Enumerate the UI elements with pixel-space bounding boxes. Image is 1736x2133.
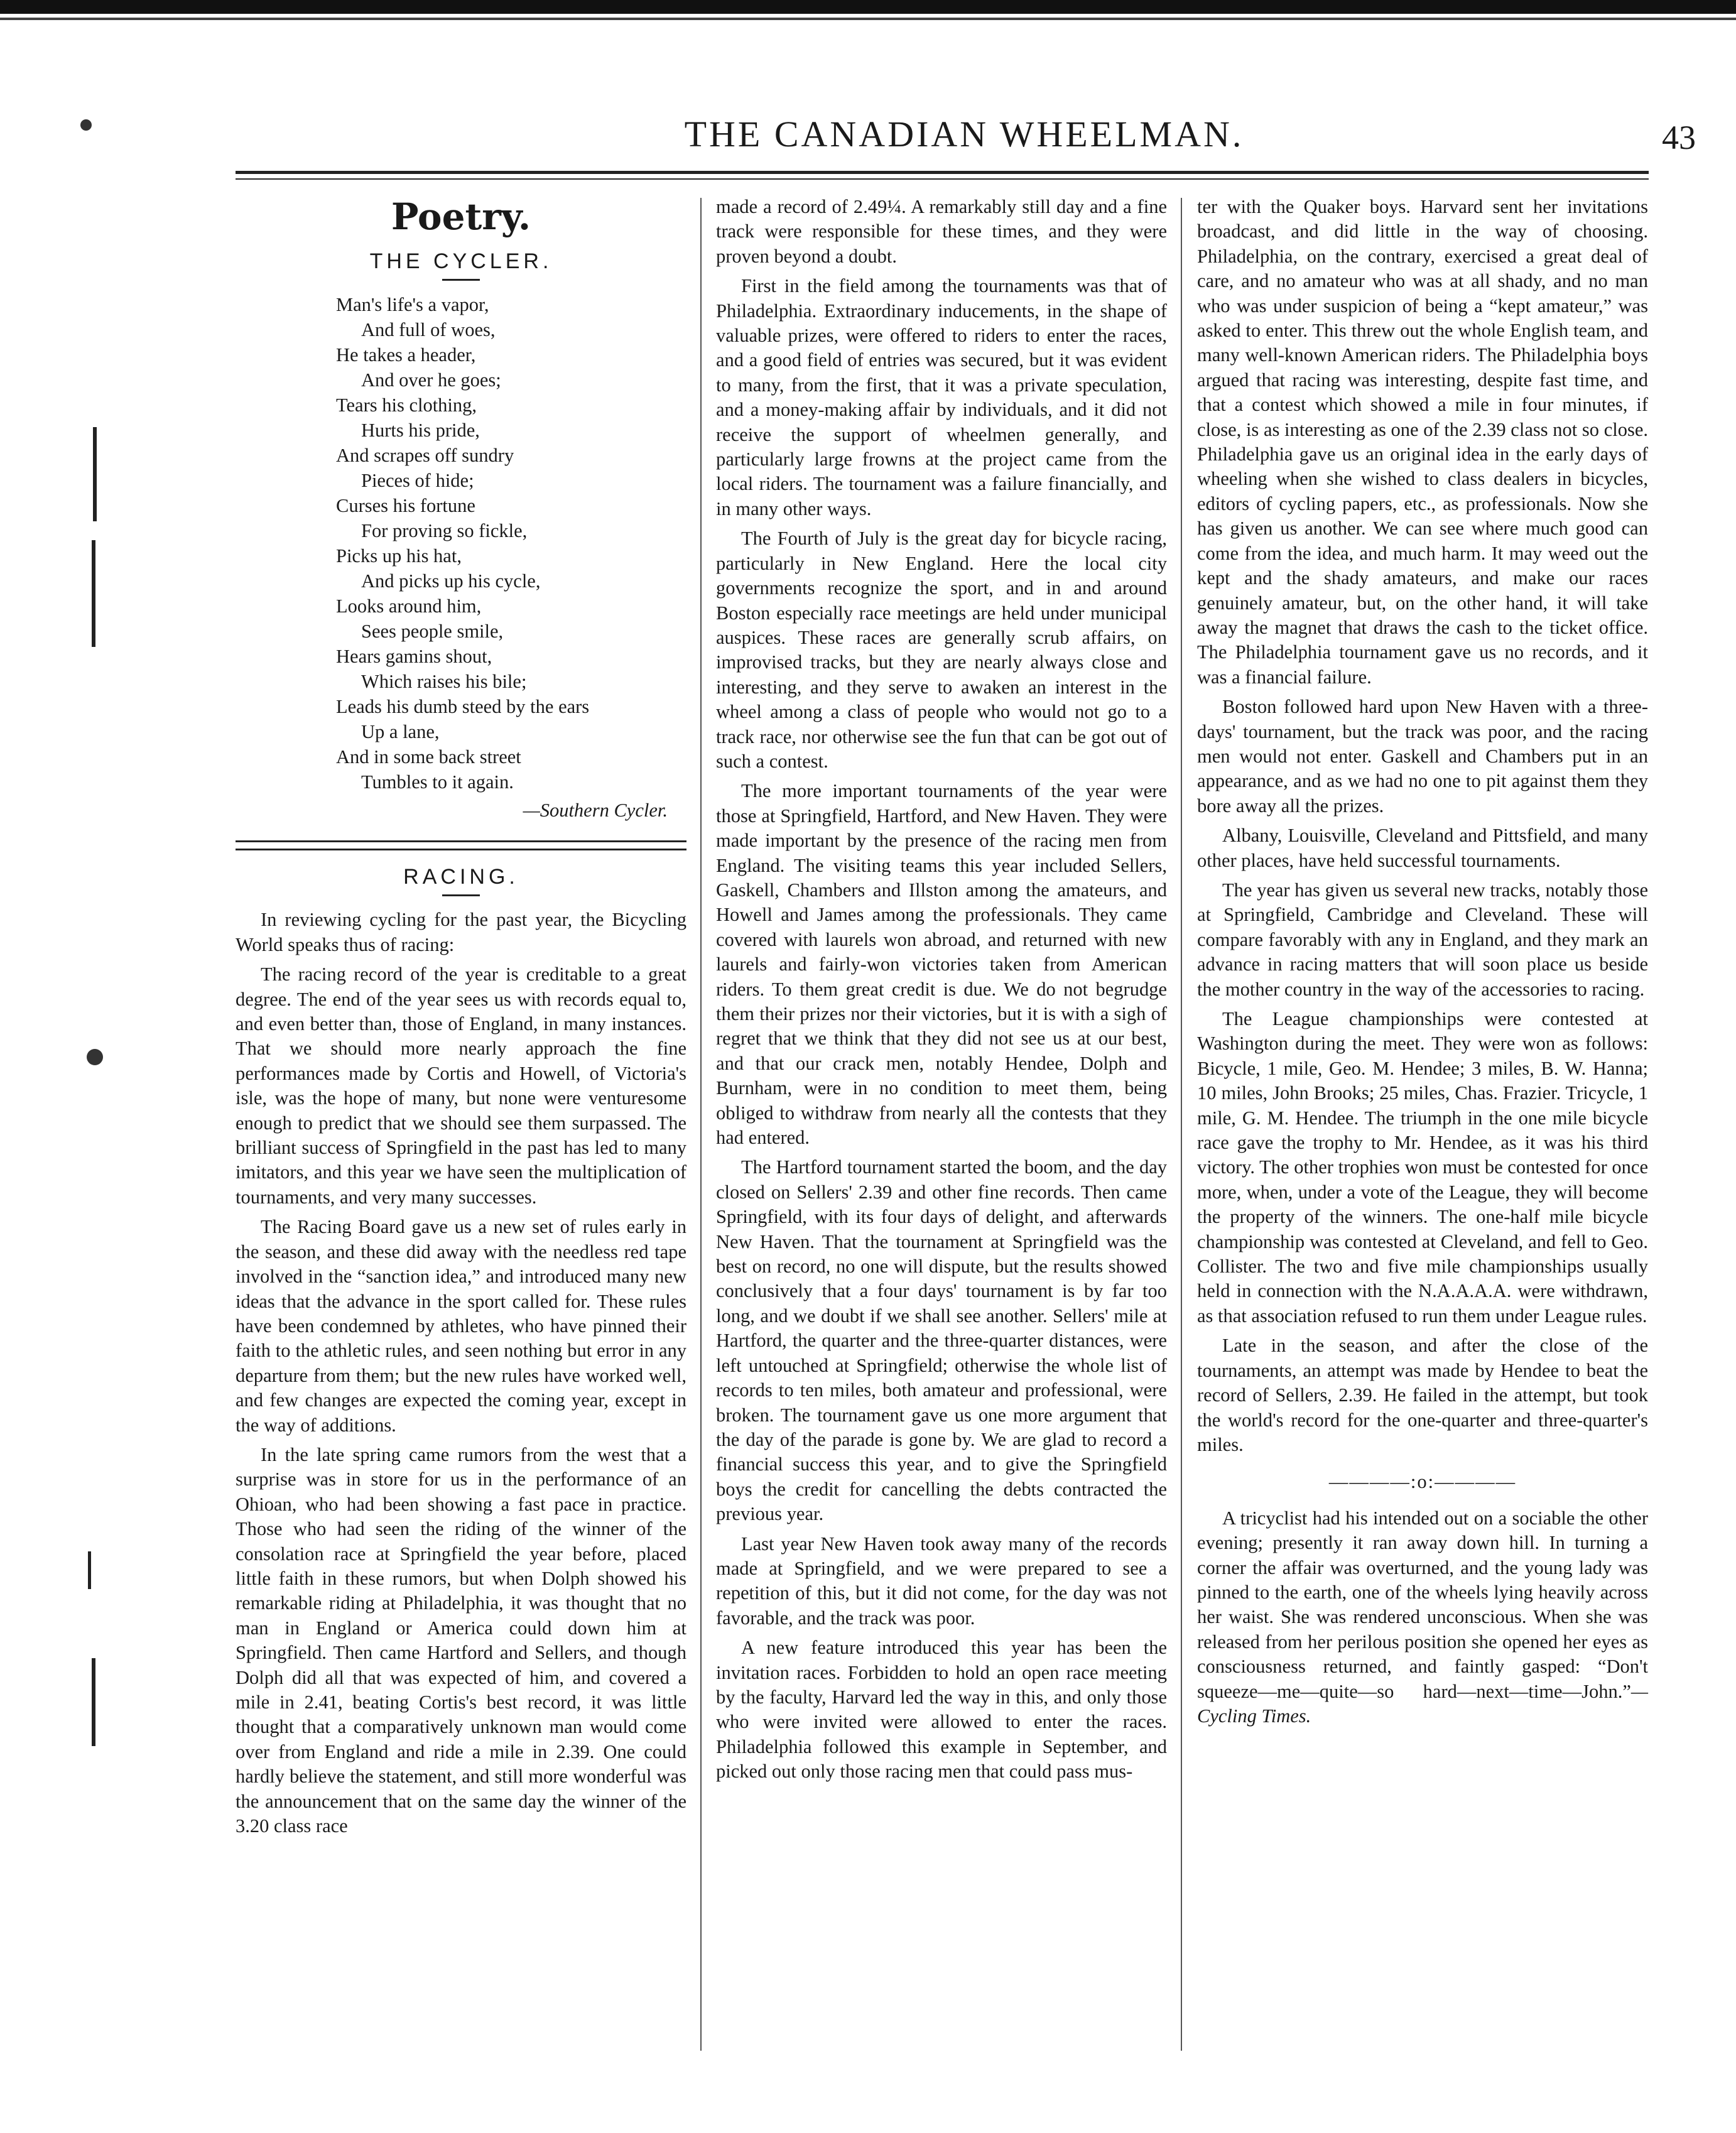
poem-line: Tears his clothing, [336,394,477,416]
racing-col1-text [236,908,686,1838]
margin-speck [87,1049,103,1065]
article-paragraph: The Hartford tournament started the boom, and the day closed on Sellers' 2.39 and other fine records. Then came Springfield, with its four days of delight, and afterwards New Haven. That the tournament at Springfield was the best on record, no one will dispute, but the results showed conclusively that a four days' tournament is by far too long, and we doubt if we shall see another. Sellers' mile at Hartford, the quarter and the three-quarter distances, were left untouched at Springfield; otherwise the whole list of records to ten miles, both amateur and professional, were broken. The tournament gave us one more argument that the day of the parade is gone by. We are glad to record a financial success this year, and to give the Springfield boys the credit for cancelling the debts contracted the previous year. [716,1156,1167,1525]
poem-line: He takes a header, [336,344,476,366]
header-rule-thin [236,178,1649,180]
poem-line: Hurts his pride, [361,420,480,441]
section-separator: ————:o:———— [1328,1471,1517,1493]
poem-line: For proving so fickle, [361,520,528,541]
column-3 [1197,195,1648,1729]
poem-line: Pieces of hide; [361,470,474,491]
article-paragraph: The League championships were contested at Washington during the meet. They were won as follows: Bicycle, 1 mile, Geo. M. Hendee; 3 miles, B. W. Hanna; 10 miles, John Brooks; 25 miles, Chas. Frazier. Tricycle, 1 mile, G. M. Hendee. The triumph in the one mile bicycle race gave the trophy to Mr. Hendee, as it was his third victory. The other trophies won must be contested for once more, when, under a vote of the League, they will become the property of the winners. The one-half mile bicycle championship was contested at Cleveland, and fell to Geo. Collister. The two and five mile championships usually held in connection with the N.A.A.A.A. were withdrawn, as that association refused to run them under League rules. [1197,1008,1648,1327]
poem-line: Sees people smile, [361,621,504,642]
poem-line: Up a lane, [361,721,440,742]
article-paragraph: The Fourth of July is the great day for bicycle racing, particularly in New England. Here the local city governments recognize the sport, and in and around Boston especially race meetings are held under municipal auspices. These races are generally scrub affairs, on improvised tracks, but they are nearly always close and interesting, and they serve to awaken an interest in the wheel among a class of people who would not go to a track race, nor otherwise see the fun that can be got out of such a contest. [716,528,1167,772]
article-paragraph: First in the field among the tournaments was that of Philadelphia. Extraordinary inducements, in the shape of valuable prizes, were offered to riders to enter the races, and a good field of entries was secured, but it was evident to many, from the first, that it was a private speculation, and a money-making affair by individuals, and it did not receive the support of wheelmen generally, and particularly large frowns at the project came from the local riders. The tournament was a failure financially, and in many other ways. [716,275,1167,519]
poem-line: And over he goes; [361,369,501,391]
article-paragraph: The racing record of the year is creditable to a great degree. The end of the year sees us with records equal to, and even better than, those of England, in many instances. That we should more nearly approach the fine performances made by Cortis and Howell, of Victoria's isle, was the hope of many, but none were venturesome enough to predict that we should see them surpassed. The brilliant success of Springfield in the past has led to many imitators, and this year we have seen the multiplication of tournaments, and very many successes. [236,963,686,1208]
article-paragraph: Last year New Haven took away many of the records made at Springfield, and we were prepared to see a repetition of this, but it did not come, for the day was not favorable, and the track was poor. [716,1533,1167,1629]
racing-title: RACING. [403,865,519,889]
article-paragraph: A new feature introduced this year has been the invitation races. Forbidden to hold an open race meeting by the faculty, Harvard led the way in this, and only those who were invited were allowed to enter the races. Philadelphia followed this example in September, and picked out only those racing men that could pass mus- [716,1637,1167,1783]
poem-line: Tumbles to it again. [361,771,514,793]
poem-line: Leads his dumb steed by the ears [336,696,590,717]
top-print-border [0,0,1736,14]
poem-title: THE CYCLER. [369,249,553,273]
short-rule [442,894,480,896]
article-paragraph: The year has given us several new tracks, notably those at Springfield, Cambridge and Cleveland. These will compare favorably with any in England, and they mark an advance in racing matters that will soon place us beside the mother country in the way of the accessories to racing. [1197,879,1648,1000]
poem-line: Man's life's a vapor, [336,294,489,315]
article-paragraph: In the late spring came rumors from the west that a surprise was in store for us in the performance of an Ohioan, who had been showing a fast pace in practice. Those who had seen the riding of the winner of the consolation race at Springfield the year before, placed little faith in these rumors, but when Dolph showed his remarkable riding at Philadelphia, it was thought that no man in England or America could down him at Springfield. Then came Hartford and Sellers, and though Dolph did all that was expected of him, and covered a mile in 2.41, beating Cortis's best record, it was little thought that a comparatively unknown man would come over from England and ride a mile in 2.39. One could hardly believe the statement, and still more wonderful was the announcement that on the same day the winner of the 3.20 class race [236,1443,686,1837]
poem-line: And picks up his cycle, [361,570,541,592]
poem-line: And in some back street [336,746,521,768]
anecdote-text: A tricyclist had his intended out on a sociable the other evening; presently it ran away down hill. In turning a corner the affair was overturned, and the young lady was pinned to the earth, one of the wheels lying heavily across her waist. She was rendered unconscious. When she was released from her perilous position she opened her eyes as consciousness returned, and faintly gasped: “Don't squeeze—me—quite—so hard—next—time—John.” [1197,1507,1648,1702]
section-double-rule [236,840,686,850]
margin-speck [80,119,92,131]
page-header [232,113,1696,170]
binding-mark [93,427,97,521]
top-print-border-thin [0,18,1736,20]
poetry-section-head: Poetry. [391,195,531,238]
article-paragraph: made a record of 2.49¼. A remarkably still day and a fine track were responsible for these times, and they were proven beyond a doubt. [716,196,1167,267]
racing-col2-text [716,195,1167,1784]
poem-line: Picks up his hat, [336,545,462,567]
poem-line: And scrapes off sundry [336,445,514,466]
publication-title: THE CANADIAN WHEELMAN. [684,114,1244,155]
article-paragraph: The Racing Board gave us a new set of rules early in the season, and these did away with the needless red tape involved in the “sanction idea,” and introduced many new ideas that the advance in the sport called for. These rules have been condemned by athletes, who have pinned their faith to the athletic rules, and seen nothing but error in any departure from them; but the new rules have worked well, and few changes are expected the coming year, except in the way of additions. [236,1216,686,1436]
page-number: 43 [1662,119,1696,156]
short-rule [442,279,480,281]
article-paragraph: In reviewing cycling for the past year, the Bicycling World speaks thus of racing: [236,909,686,955]
poem-line: Looks around him, [336,595,482,617]
poem-line: Which raises his bile; [361,671,527,692]
article-paragraph: The more important tournaments of the year were those at Springfield, Hartford, and New Haven. They were made important by the presence of the racing men from England. The visiting teams this year included Sellers, Gaskell, Chambers and Illston among the amateurs, and Howell and James among the professionals. They came covered with laurels won abroad, and returned with new laurels and fairly-won victories taken from American riders. To them great credit is due. We do not begrudge them their prizes nor their victories, but it is with a sigh of regret that we think that they did not see us at our best, and that our crack men, notably Hendee, Dolph and Burnham, were in no condition to meet them, being obliged to withdraw from nearly all the contests that they had entered. [716,780,1167,1149]
poem-line: Hears gamins shout, [336,646,492,667]
column-1 [236,195,686,1838]
article-paragraph: Boston followed hard upon New Haven with a three-days' tournament, but the track was poor, and the racing men would not enter. Gaskell and Chambers put in an appearance, and as we had no one to pit against them they bore away all the prizes. [1197,696,1648,817]
binding-mark [92,540,95,647]
poem-line: Curses his fortune [336,495,475,516]
column-divider [700,198,702,2051]
header-rule-thick [236,171,1649,174]
column-2 [716,195,1167,1784]
anecdote-source: —Cycling Times. [1197,1680,1648,1727]
poem-attribution: —Southern Cycler. [523,800,668,821]
poem-body [236,292,686,795]
column-divider [1181,198,1182,2051]
poem-line: And full of woes, [361,319,496,340]
binding-mark [88,1551,91,1589]
binding-mark [92,1658,95,1746]
anecdote-paragraph [1197,1506,1648,1729]
article-paragraph: ter with the Quaker boys. Harvard sent her invitations broadcast, and did little in the way of choosing. Philadelphia, on the contrary, exercised a great deal of care, and no amateur who was at all shady, and no man who was under suspicion of being a “kept amateur,” was asked to enter. This threw out the whole English team, and many well-known American riders. The Philadelphia boys argued that racing was interesting, despite fast time, and that a contest which showed a mile in four minutes, if close, is as interesting as one of the 2.39 class not so close. Philadelphia gave us an original idea in the early days of wheeling when she wished to class dealers in bicycles, editors of cycling papers, etc., as professionals. Now she has given us another. We can see where much good can come from the idea, and much harm. It may weed out the kept and the shady amateurs, and make our races genuinely amateur, but, on the other hand, it will take away the magnet that draws the cash to the ticket office. The Philadelphia tournament gave us no records, and it was a financial failure. [1197,196,1648,688]
racing-col3-text [1197,195,1648,1457]
article-paragraph: Late in the season, and after the close of the tournaments, an attempt was made by Hendee to beat the record of Sellers, 2.39. He failed in the attempt, but took the world's record for the one-quarter and three-quarter's miles. [1197,1335,1648,1455]
article-paragraph: Albany, Louisville, Cleveland and Pittsfield, and many other places, have held successful tournaments. [1197,825,1648,871]
